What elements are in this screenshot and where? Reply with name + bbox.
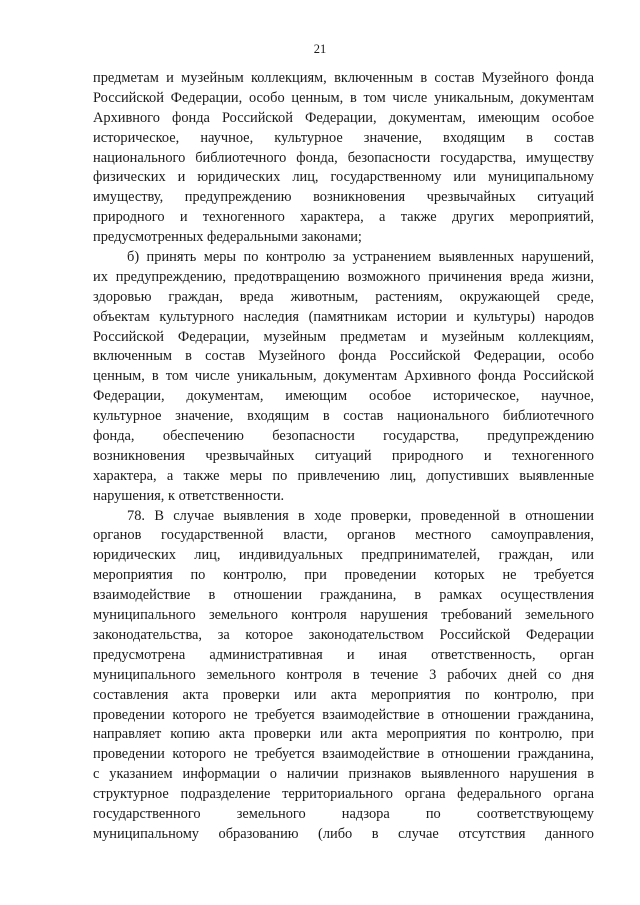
text-line: включенным в состав Музейного фонда Российской Федерации, особо: [93, 348, 594, 365]
page-number: 21: [313, 42, 327, 56]
text-line: составления акта проверки или акта мероприятия по контролю, при: [93, 686, 594, 703]
text-line: характера, а также меры по привлечению лиц, допустивших выявленные: [93, 467, 594, 484]
text-line: с указанием информации о наличии признаков выявленного нарушения в: [93, 766, 594, 783]
text-line: предусмотренных федеральными законами;: [93, 229, 362, 246]
text-line: имуществу, предупреждению возникновения чрезвычайных ситуаций: [93, 189, 594, 206]
text-line: Российской Федерации, музейным предметам и музейным коллекциям,: [93, 328, 594, 345]
text-line: муниципального земельного контроля в течение 3 рабочих дней со дня: [93, 666, 594, 683]
text-line: направляет копию акта проверки или акта мероприятия по контролю, при: [93, 726, 594, 743]
text-line: структурное подразделение территориального органа федерального органа: [93, 786, 594, 803]
text-line: б) принять меры по контролю за устранением выявленных нарушений,: [127, 249, 594, 266]
text-line: юридических лиц, индивидуальных предпринимателей, граждан, или: [93, 547, 594, 564]
text-line: взаимодействие в отношении гражданина, в рамках осуществления: [93, 587, 594, 604]
text-line: 78. В случае выявления в ходе проверки, проведенной в отношении: [127, 507, 594, 524]
text-line: органов государственной власти, органов местного самоуправления,: [93, 527, 594, 544]
text-line: проведении которого не требуется взаимодействие в отношении гражданина,: [93, 706, 594, 723]
paragraph: [93, 69, 594, 248]
text-line: здоровью граждан, вреда животным, растениям, окружающей среде,: [93, 288, 594, 305]
text-line: национального библиотечного фонда, безопасности государства, имуществу: [93, 149, 594, 166]
text-line: законодательства, за которое законодательством Российской Федерации: [93, 626, 594, 643]
text-line: культурное значение, входящим в состав национального библиотечного: [93, 408, 594, 425]
text-line: ценным, в том числе уникальным, документам Архивного фонда Российской: [93, 368, 594, 385]
text-line: возникновения чрезвычайных ситуаций природного и техногенного: [93, 447, 594, 464]
text-line: муниципальному образованию (либо в случае отсутствия данного: [93, 825, 594, 842]
text-line: муниципального земельного контроля нарушения требований земельного: [93, 607, 594, 624]
text-line: Российской Федерации, особо ценным, в том числе уникальным, документам: [93, 89, 594, 106]
text-line: природного и техногенного характера, а также других мероприятий,: [93, 209, 594, 226]
paragraph: [93, 507, 594, 845]
text-line: предметам и музейным коллекциям, включенным в состав Музейного фонда: [93, 70, 594, 86]
text-line: нарушения, к ответственности.: [93, 487, 285, 504]
text-line: физических и юридических лиц, государственному или муниципальному: [93, 169, 594, 186]
text-line: Архивного фонда Российской Федерации, документам, имеющим особое: [93, 109, 594, 126]
paragraph: [93, 248, 594, 507]
text-line: Федерации, документам, имеющим особое историческое, научное,: [93, 388, 594, 405]
text-line: государственного земельного надзора по соответствующему: [93, 805, 594, 822]
document-body: [93, 69, 594, 845]
text-line: проведении которого не требуется взаимодействие в отношении гражданина,: [93, 746, 594, 763]
text-line: фонда, обеспечению безопасности государства, предупреждению: [93, 428, 594, 445]
text-line: мероприятия по контролю, при проведении которых не требуется: [93, 567, 594, 584]
text-line: историческое, научное, культурное значение, входящим в состав: [93, 129, 594, 146]
text-line: предусмотрена административная и иная ответственность, орган: [93, 646, 594, 663]
text-line: объектам культурного наследия (памятникам истории и культуры) народов: [93, 308, 594, 325]
text-line: их предупреждению, предотвращению возможного причинения вреда жизни,: [93, 268, 594, 285]
